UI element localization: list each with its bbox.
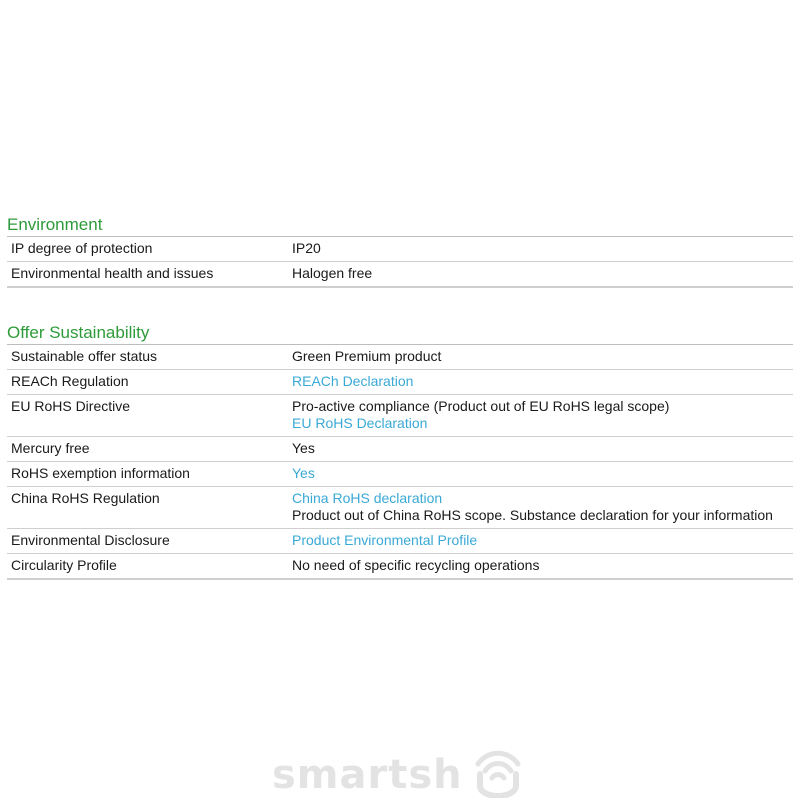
table-row — [7, 487, 793, 529]
row-value — [292, 348, 793, 365]
row-value — [292, 532, 793, 549]
environment-section — [7, 214, 793, 288]
value-link[interactable]: Yes — [292, 465, 315, 481]
table-row — [7, 529, 793, 554]
value-text: Pro-active compliance (Product out of EU RoHS legal scope) — [292, 398, 670, 414]
value-link[interactable]: REACh Declaration — [292, 373, 414, 389]
table-row — [7, 237, 793, 262]
wifi-icon — [472, 742, 524, 798]
row-label: RoHS exemption information — [11, 465, 190, 481]
value-text: IP20 — [292, 240, 321, 256]
value-text: Product out of China RoHS scope. Substance declaration for your information — [292, 507, 773, 523]
table-row — [7, 437, 793, 462]
smartsho-watermark — [272, 742, 532, 798]
row-label: Circularity Profile — [11, 557, 117, 573]
table-row — [7, 462, 793, 487]
value-text: Yes — [292, 440, 315, 456]
value-link[interactable]: Product Environmental Profile — [292, 532, 478, 548]
row-value — [292, 265, 793, 282]
row-label: Mercury free — [11, 440, 90, 456]
table-row — [7, 554, 793, 580]
row-value — [292, 440, 793, 457]
value-text: No need of specific recycling operations — [292, 557, 540, 573]
table-row — [7, 370, 793, 395]
row-label: Sustainable offer status — [11, 348, 158, 364]
table-row — [7, 345, 793, 370]
row-value — [292, 490, 793, 524]
row-label: Environmental health and issues — [11, 265, 214, 281]
watermark-text: smartsh — [272, 752, 463, 798]
environment-table — [7, 236, 793, 288]
row-value — [292, 465, 793, 482]
offer-sustainability-table — [7, 344, 793, 580]
row-value — [292, 398, 793, 432]
row-value — [292, 240, 793, 257]
row-label: China RoHS Regulation — [11, 490, 160, 506]
table-row — [7, 395, 793, 437]
row-label: IP degree of protection — [11, 240, 153, 256]
offer-sustainability-title: Offer Sustainability — [7, 323, 150, 342]
row-value — [292, 557, 793, 574]
value-link[interactable]: China RoHS declaration — [292, 490, 443, 506]
row-label: EU RoHS Directive — [11, 398, 131, 414]
environment-title: Environment — [7, 215, 103, 234]
value-text: Halogen free — [292, 265, 373, 281]
table-row — [7, 262, 793, 288]
row-value — [292, 373, 793, 390]
row-label: Environmental Disclosure — [11, 532, 170, 548]
offer-sustainability-section — [7, 322, 793, 580]
value-text: Green Premium product — [292, 348, 442, 364]
row-label: REACh Regulation — [11, 373, 129, 389]
value-link[interactable]: EU RoHS Declaration — [292, 415, 428, 431]
